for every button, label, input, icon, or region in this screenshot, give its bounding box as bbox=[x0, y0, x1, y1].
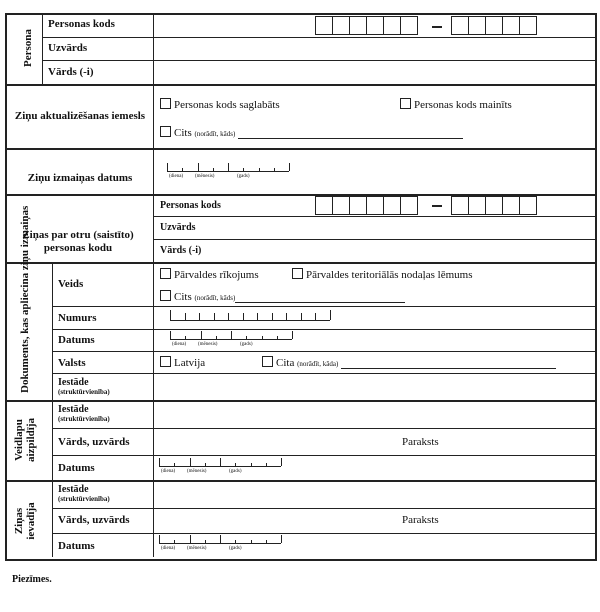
date-caption-diena: (diena) bbox=[169, 174, 184, 179]
numurs-tick bbox=[257, 313, 258, 320]
persona-kods-boxes-2[interactable] bbox=[452, 16, 537, 33]
date-caption-diena: (diena) bbox=[161, 546, 176, 551]
saistito-vards-label: Vārds (-i) bbox=[160, 245, 202, 256]
persona-kods-label: Personas kods bbox=[48, 18, 115, 30]
date-tick bbox=[190, 535, 191, 543]
date-tick bbox=[201, 331, 202, 339]
dok-iestade-label: Iestāde (struktūrvienība) bbox=[58, 377, 110, 396]
checkbox[interactable] bbox=[160, 126, 171, 137]
numurs-tick bbox=[330, 310, 331, 320]
valsts-opt-cita[interactable]: Cita (norādīt, kāda) bbox=[262, 356, 556, 369]
date-tick bbox=[167, 163, 168, 171]
date-tick bbox=[262, 336, 263, 339]
iemesls-label: Ziņu aktualizēšanas iemesls bbox=[14, 110, 146, 122]
checkbox[interactable] bbox=[160, 290, 171, 301]
numurs-tick bbox=[228, 313, 229, 320]
aizpildija-section-label: Veidlapu aizpildīja bbox=[13, 418, 37, 463]
veids-opt-lemums[interactable]: Pārvaldes teritoriālās nodaļas lēmums bbox=[292, 268, 472, 281]
checkbox[interactable] bbox=[400, 98, 411, 109]
date-tick bbox=[174, 463, 175, 466]
numurs-tick bbox=[199, 313, 200, 320]
date-caption-diena: (diena) bbox=[161, 469, 176, 474]
ievadija-paraksts-label: Paraksts bbox=[402, 514, 439, 526]
ievadija-date-field[interactable] bbox=[159, 535, 281, 551]
date-caption-menesis: (mēnesis) bbox=[195, 174, 215, 179]
iemesls-opt-mainits[interactable]: Personas kods mainīts bbox=[400, 98, 512, 111]
saistito-kods-boxes-1[interactable] bbox=[316, 196, 418, 213]
persona-uzvards-label: Uzvārds bbox=[48, 42, 88, 54]
checkbox[interactable] bbox=[292, 268, 303, 279]
date-tick bbox=[243, 168, 244, 171]
date-tick bbox=[228, 163, 229, 171]
piezimes-label: Piezīmes. bbox=[12, 574, 52, 585]
numurs-tick bbox=[272, 313, 273, 320]
date-tick bbox=[205, 540, 206, 543]
checkbox[interactable] bbox=[160, 356, 171, 367]
date-tick bbox=[220, 535, 221, 543]
izmainas-date-field[interactable] bbox=[167, 163, 289, 179]
valsts-opt-latvija[interactable]: Latvija bbox=[160, 356, 205, 369]
date-tick bbox=[220, 458, 221, 466]
date-tick bbox=[281, 535, 282, 543]
date-tick bbox=[216, 336, 217, 339]
date-tick bbox=[190, 458, 191, 466]
date-caption-gads: (gads) bbox=[237, 174, 250, 179]
date-caption-gads: (gads) bbox=[229, 469, 242, 474]
checkbox[interactable] bbox=[160, 268, 171, 279]
checkbox[interactable] bbox=[160, 98, 171, 109]
numurs-field[interactable] bbox=[170, 312, 330, 321]
date-tick bbox=[185, 336, 186, 339]
numurs-tick bbox=[301, 313, 302, 320]
date-tick bbox=[246, 336, 247, 339]
date-caption-menesis: (mēnesis) bbox=[187, 546, 207, 551]
numurs-tick bbox=[243, 313, 244, 320]
date-tick bbox=[292, 331, 293, 339]
date-tick bbox=[198, 163, 199, 171]
checkbox[interactable] bbox=[262, 356, 273, 367]
veids-label: Veids bbox=[58, 278, 84, 290]
saistito-uzvards-label: Uzvārds bbox=[160, 222, 196, 233]
date-tick bbox=[277, 336, 278, 339]
date-tick bbox=[235, 463, 236, 466]
date-tick bbox=[182, 168, 183, 171]
numurs-tick bbox=[185, 313, 186, 320]
date-tick bbox=[213, 168, 214, 171]
numurs-label: Numurs bbox=[58, 312, 97, 324]
saistito-label: Ziņas par otru (saistīto) personas kodu bbox=[22, 229, 134, 254]
date-tick bbox=[205, 463, 206, 466]
date-caption-menesis: (mēnesis) bbox=[198, 342, 218, 347]
ievadija-iestade-label: Iestāde (struktūrvienība) bbox=[58, 484, 110, 503]
date-tick bbox=[259, 168, 260, 171]
date-tick bbox=[231, 331, 232, 339]
aizpildija-datums-label: Datums bbox=[58, 462, 95, 474]
date-caption-menesis: (mēnesis) bbox=[187, 469, 207, 474]
date-tick bbox=[251, 540, 252, 543]
date-tick bbox=[251, 463, 252, 466]
date-tick bbox=[159, 535, 160, 543]
iemesls-opt-cits[interactable]: Cits (norādīt, kāds) bbox=[160, 126, 463, 139]
aizpildija-vards-label: Vārds, uzvārds bbox=[58, 436, 130, 448]
date-tick bbox=[281, 458, 282, 466]
persona-section-label: Persona bbox=[22, 29, 34, 67]
dokuments-section-label: Dokuments, kas apliecina ziņu izmaiņas bbox=[19, 205, 31, 393]
date-tick bbox=[289, 163, 290, 171]
aizpildija-date-field[interactable] bbox=[159, 458, 281, 474]
form-table bbox=[5, 13, 597, 561]
izmainas-label: Ziņu izmaiņas datums bbox=[27, 172, 133, 184]
date-tick bbox=[170, 331, 171, 339]
date-tick bbox=[174, 540, 175, 543]
dok-datums-label: Datums bbox=[58, 334, 95, 346]
saistito-kods-label: Personas kods bbox=[160, 200, 221, 211]
date-caption-gads: (gads) bbox=[240, 342, 253, 347]
date-caption-gads: (gads) bbox=[229, 546, 242, 551]
ievadija-vards-label: Vārds, uzvārds bbox=[58, 514, 130, 526]
date-tick bbox=[266, 463, 267, 466]
dok-date-field[interactable] bbox=[170, 331, 292, 347]
valsts-label: Valsts bbox=[58, 357, 86, 369]
persona-vards-label: Vārds (-i) bbox=[48, 66, 94, 78]
date-caption-diena: (diena) bbox=[172, 342, 187, 347]
date-tick bbox=[274, 168, 275, 171]
iemesls-opt-saglabats[interactable]: Personas kods saglabāts bbox=[160, 98, 280, 111]
aizpildija-paraksts-label: Paraksts bbox=[402, 436, 439, 448]
date-tick bbox=[235, 540, 236, 543]
veids-opt-cits[interactable]: Cits (norādīt, kāds) bbox=[160, 290, 405, 303]
veids-opt-rikojums[interactable]: Pārvaldes rīkojums bbox=[160, 268, 259, 281]
date-tick bbox=[159, 458, 160, 466]
ievadija-datums-label: Datums bbox=[58, 540, 95, 552]
numurs-tick bbox=[170, 310, 171, 320]
saistito-kods-boxes-2[interactable] bbox=[452, 196, 537, 213]
numurs-tick bbox=[286, 313, 287, 320]
persona-kods-boxes-1[interactable] bbox=[316, 16, 418, 33]
ievadija-section-label: Ziņas ievadīja bbox=[13, 502, 37, 540]
date-tick bbox=[266, 540, 267, 543]
aizpildija-iestade-label: Iestāde (struktūrvienība) bbox=[58, 404, 110, 423]
numurs-tick bbox=[214, 313, 215, 320]
numurs-tick bbox=[315, 313, 316, 320]
